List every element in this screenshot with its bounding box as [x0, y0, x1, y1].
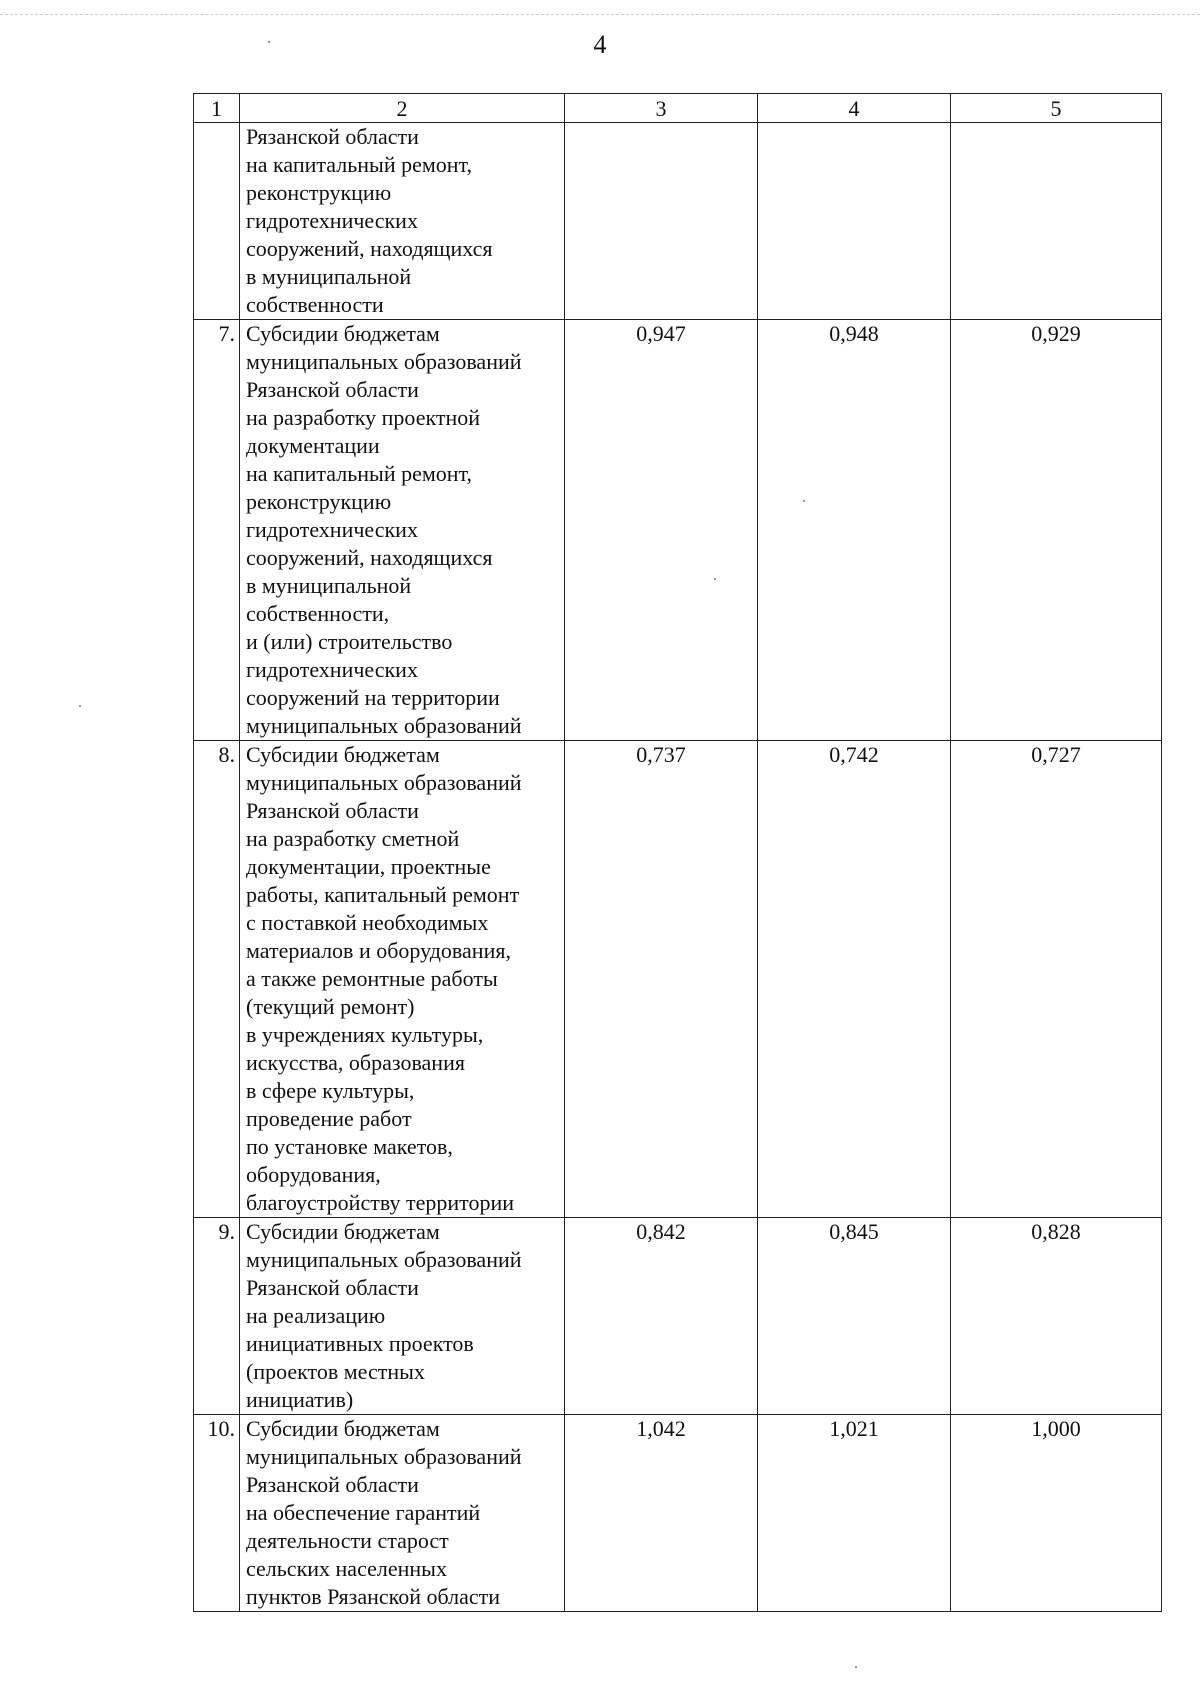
row-number: 8. — [194, 741, 240, 1218]
scan-speck — [855, 1666, 857, 1668]
column-header: 2 — [240, 94, 565, 123]
value-col3: 0,737 — [565, 741, 758, 1218]
row-number: 7. — [194, 320, 240, 741]
value-col4: 0,948 — [758, 320, 951, 741]
row-description: Субсидии бюджетам муниципальных образований Рязанской области на реализацию инициативных проектов (проектов местных инициатив) — [240, 1218, 565, 1415]
value-col4: 0,845 — [758, 1218, 951, 1415]
data-table — [193, 93, 1162, 1612]
table-row — [194, 1218, 1162, 1415]
value-col5: 0,727 — [951, 741, 1162, 1218]
row-number — [194, 123, 240, 320]
row-description: Рязанской области на капитальный ремонт, реконструкцию гидротехнических сооружений, находящихся в муниципальной собственности — [240, 123, 565, 320]
scan-speck — [79, 705, 81, 707]
table-row — [194, 320, 1162, 741]
value-col5 — [951, 123, 1162, 320]
column-header: 5 — [951, 94, 1162, 123]
value-col5: 0,828 — [951, 1218, 1162, 1415]
value-col3: 0,947 — [565, 320, 758, 741]
row-description: Субсидии бюджетам муниципальных образований Рязанской области на обеспечение гарантий деятельности старост сельских населенных пунктов Рязанской области — [240, 1415, 565, 1612]
page-number: 4 — [593, 30, 607, 59]
row-number: 9. — [194, 1218, 240, 1415]
scan-speck — [268, 41, 270, 43]
row-description: Субсидии бюджетам муниципальных образований Рязанской области на разработку сметной документации, проектные работы, капитальный ремонт с поставкой необходимых материалов и оборудования, а также ремонтные работы (текущий ремонт) в учреждениях культуры, искусства, образования в сфере культуры, проведение работ по установке макетов, оборудования, благоустройству территории — [240, 741, 565, 1218]
table-row — [194, 1415, 1162, 1612]
value-col3: 0,842 — [565, 1218, 758, 1415]
column-header: 4 — [758, 94, 951, 123]
column-header: 3 — [565, 94, 758, 123]
scan-edge-artifact — [0, 14, 1200, 21]
row-number: 10. — [194, 1415, 240, 1612]
value-col5: 1,000 — [951, 1415, 1162, 1612]
value-col5: 0,929 — [951, 320, 1162, 741]
row-description: Субсидии бюджетам муниципальных образований Рязанской области на разработку проектной документации на капитальный ремонт, реконструкцию гидротехнических сооружений, находящихся в муниципальной собственности, и (или) строительство гидротехнических сооружений на территории муниципальных образований — [240, 320, 565, 741]
value-col3 — [565, 123, 758, 320]
value-col4: 1,021 — [758, 1415, 951, 1612]
table-header-row — [194, 94, 1162, 123]
table-row — [194, 741, 1162, 1218]
value-col4: 0,742 — [758, 741, 951, 1218]
value-col4 — [758, 123, 951, 320]
value-col3: 1,042 — [565, 1415, 758, 1612]
table-row — [194, 123, 1162, 320]
column-header: 1 — [194, 94, 240, 123]
